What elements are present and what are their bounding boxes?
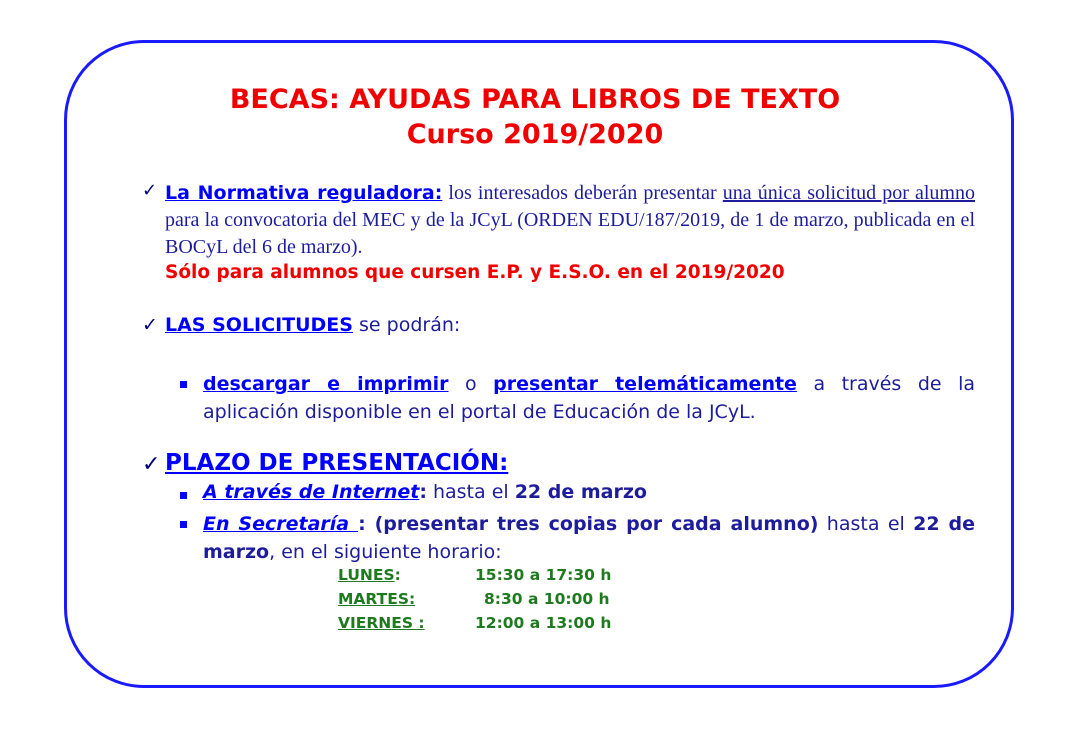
schedule-day: LUNES xyxy=(338,566,395,584)
plazo-heading: PLAZO DE PRESENTACIÓN: xyxy=(165,450,509,476)
page-subtitle: Curso 2019/2020 xyxy=(406,119,664,150)
schedule-time: 15:30 a 17:30 h xyxy=(475,566,612,584)
descargar-link[interactable]: descargar e imprimir xyxy=(203,373,449,395)
normativa-text-before: los interesados deberán presentar xyxy=(442,182,723,204)
secretaria-date: 22 de marzo xyxy=(203,513,976,563)
schedule-time: 12:00 a 13:00 h xyxy=(475,614,612,632)
schedule-row-viernes xyxy=(338,614,425,632)
schedule-row-martes xyxy=(338,590,415,608)
secretaria-rest: , en el siguiente horario: xyxy=(269,541,502,563)
check-icon: ✓ xyxy=(142,180,158,201)
internet-text: hasta el xyxy=(426,481,515,503)
internet-date: 22 de marzo xyxy=(514,481,647,503)
schedule-day: MARTES: xyxy=(338,590,416,608)
normativa-text-after: para la convocatoria del MEC y de la JCyL (ORDEN EDU/187/2019, de 1 de marzo, publicada en el BOCyL del 6 de marzo). xyxy=(165,209,975,258)
schedule-row-lunes xyxy=(338,566,401,584)
schedule-sep: : xyxy=(394,566,401,584)
solicitudes-line xyxy=(165,314,460,336)
bullet-icon xyxy=(180,487,187,503)
presentar-link[interactable]: presentar telemáticamente xyxy=(493,373,797,395)
normativa-paragraph xyxy=(165,180,975,261)
bullet-icon xyxy=(180,376,187,392)
solicitudes-bullet xyxy=(203,370,975,426)
check-icon: ✓ xyxy=(142,314,158,336)
normativa-red-note: Sólo para alumnos que cursen E.P. y E.S.O. en el 2019/2020 xyxy=(165,262,785,283)
secretaria-label: En Secretaría xyxy=(203,513,359,535)
secretaria-text: hasta el xyxy=(818,513,914,535)
check-icon: ✓ xyxy=(142,452,161,477)
normativa-underlined: una única solicitud por alumno xyxy=(722,182,975,204)
internet-line xyxy=(203,481,647,503)
bullet-rest: a través de la aplicación disponible en el portal de Educación de la JCyL. xyxy=(203,373,975,423)
internet-colon: : xyxy=(419,481,427,503)
normativa-heading: La Normativa reguladora: xyxy=(165,182,443,204)
schedule-day: VIERNES : xyxy=(338,614,425,632)
internet-label: A través de Internet xyxy=(203,481,420,503)
secretaria-bold: : (presentar tres copias por cada alumno) xyxy=(358,513,819,535)
secretaria-line xyxy=(203,510,975,566)
solicitudes-heading: LAS SOLICITUDES xyxy=(165,314,353,336)
solicitudes-text: se podrán: xyxy=(352,314,461,336)
bullet-icon xyxy=(180,516,187,532)
page-title: BECAS: AYUDAS PARA LIBROS DE TEXTO xyxy=(229,84,841,115)
bullet-connector: o xyxy=(448,373,494,395)
schedule-time: 8:30 a 10:00 h xyxy=(484,590,610,608)
